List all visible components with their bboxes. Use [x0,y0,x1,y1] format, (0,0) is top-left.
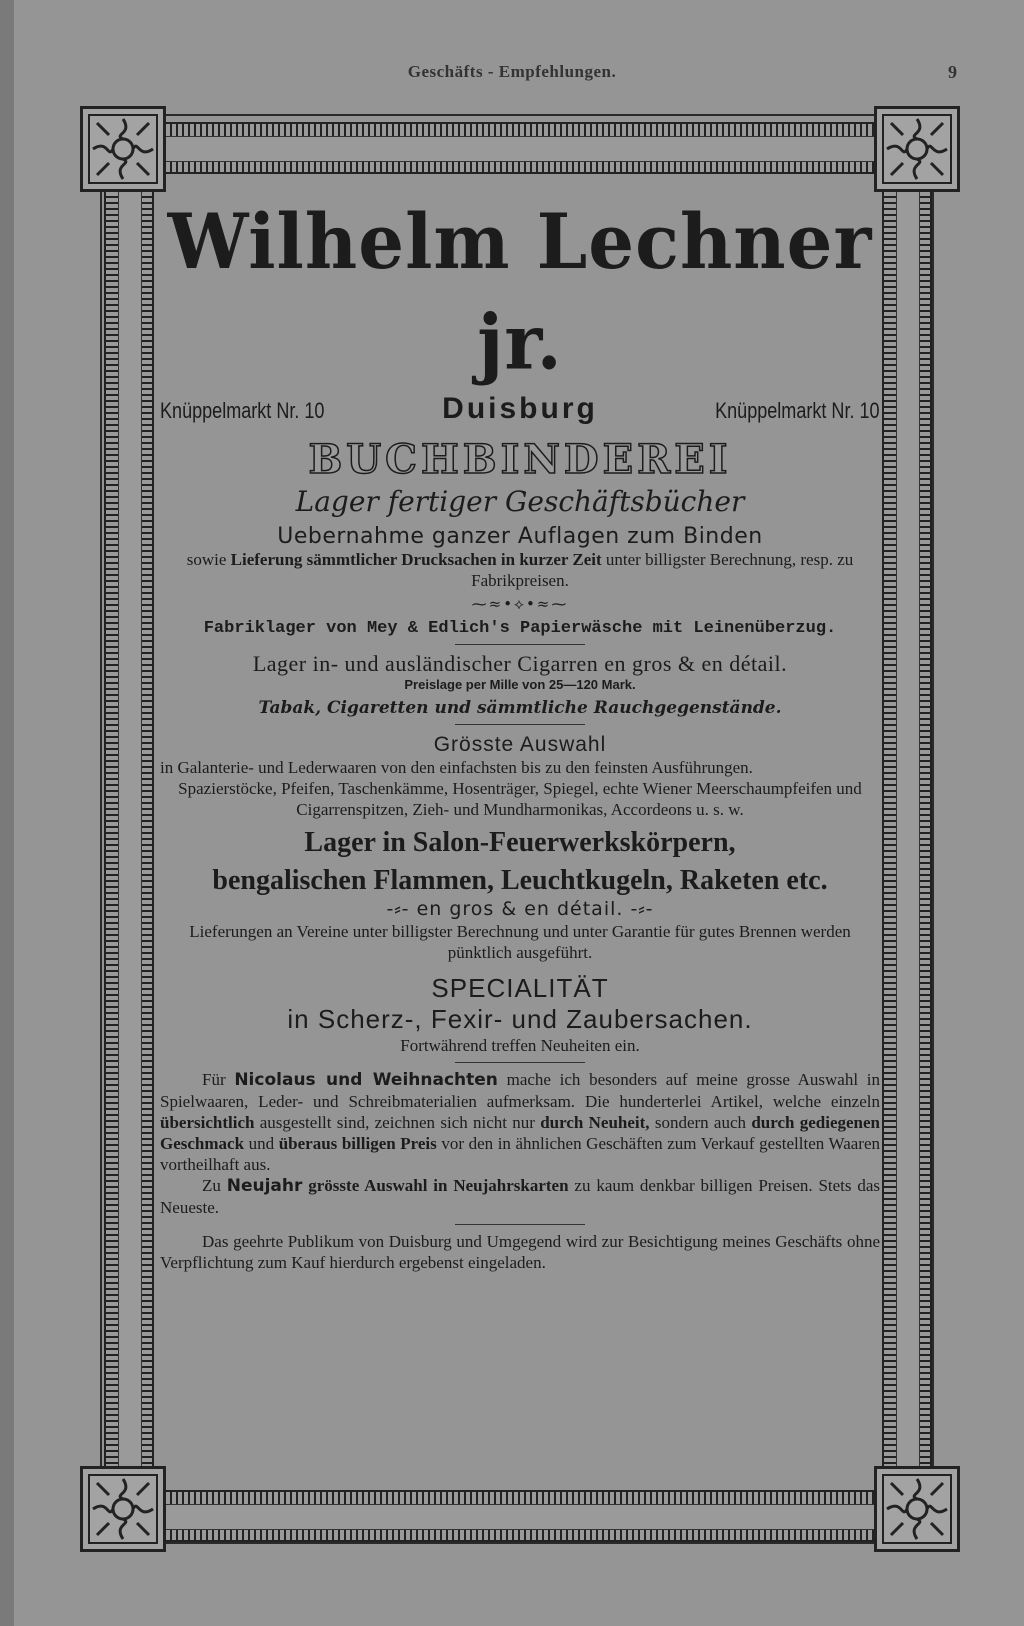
corner-ornament-icon [80,1466,166,1552]
street-right: Knüppelmarkt Nr. 10 [715,398,880,423]
binding-offer: Uebernahme ganzer Auflagen zum Binden [277,524,763,549]
frame-border-left [104,178,154,1478]
largest-selection: Grösste Auswahl [433,733,607,756]
christmas-paragraph: Für Nicolaus und Weihnachten mache ich besonders auf meine grosse Auswahl in Spielwaaren, Leder- und Schreibmaterialien aufmerksam. Die hunderterlei Artikel, welche einzeln übersichtlich ausgestellt sind, zeichnen sich nicht nur durch Neuheit, sondern auch durch gediegenen Geschmack und überaus billigen Preis vor den in ähnlichen Geschäften zum Verkauf gestellten Waaren vortheilhaft aus. [160,1070,881,1174]
factory-stock-line: Fabriklager von Mey & Edlich's Papierwäsche mit Leinenüberzug. [203,619,837,638]
price-range: Preislage per Mille von 25—120 Mark. [404,677,636,692]
fireworks-line-2: bengalischen Flammen, Leuchtkugeln, Raketen etc. [212,865,828,896]
frame-border-right [882,178,932,1478]
frame-border-bottom [158,1490,878,1542]
leather-goods-paragraph: in Galanterie- und Lederwaaren von den einfachsten bis zu den feinsten Ausführungen. [160,758,753,777]
wholesale-line: -⸗- en gros & en détail. -⸗- [386,898,654,920]
novelties-line: Fortwährend treffen Neuheiten ein. [400,1036,640,1055]
page-number: 9 [948,62,957,82]
clubs-delivery-paragraph: Lieferungen an Vereine unter billigster Berechnung und unter Garantie für gutes Brennen werden pünktlich ausgeführt. [189,922,851,962]
company-title: Wilhelm Lechner jr. [167,196,873,387]
business-books-line: Lager fertiger Geschäftsbücher [295,485,745,518]
new-year-paragraph: Zu Neujahr grösste Auswahl in Neujahrskarten zu kaum denkbar billigen Preisen. Stets das Neueste. [160,1176,881,1217]
divider [455,1224,585,1225]
frame-border-top [158,122,878,174]
street-left: Knüppelmarkt Nr. 10 [160,398,325,423]
address-line [160,392,880,426]
divider [455,644,585,645]
closing-invitation: Das geehrte Publikum von Duisburg und Umgegend wird zur Besichtigung meines Geschäfts ohne Verpflichtung zum Kauf hierdurch ergebenst eingeladen. [160,1232,880,1272]
fireworks-line-1: Lager in Salon-Feuerwerkskörpern, [304,827,736,858]
corner-ornament-icon [874,106,960,192]
speciality-heading: SPECIALITÄT [431,973,609,1003]
corner-ornament-icon [874,1466,960,1552]
ornament-divider-icon: ⁓≈•⟡•≈⁓ [471,595,569,613]
cigars-line: Lager in- und ausländischer Cigarren en gros & en détail. [252,651,788,676]
city: Duisburg [442,392,598,425]
joke-items-line: in Scherz-, Fexir- und Zaubersachen. [287,1004,753,1034]
page-gutter [0,0,14,1626]
delivery-paragraph: sowie Lieferung sämmtlicher Drucksachen in kurzer Zeit unter billigster Berechnung, resp. zu Fabrikpreisen. [186,550,854,590]
tobacco-line: Tabak, Cigaretten und sämmtliche Rauchgegenstände. [258,698,782,718]
trade-heading: BUCHBINDEREI [308,436,732,483]
accessories-paragraph: Spazierstöcke, Pfeifen, Taschenkämme, Hosenträger, Spiegel, echte Wiener Meerschaumpfeifen und Cigarrenspitzen, Zieh- und Mundharmonikas, Accordeons u. s. w. [178,779,862,819]
running-head: Geschäfts - Empfehlungen. [407,62,617,81]
corner-ornament-icon [80,106,166,192]
divider [455,1062,585,1063]
ad-content [160,196,880,1273]
divider [455,724,585,725]
